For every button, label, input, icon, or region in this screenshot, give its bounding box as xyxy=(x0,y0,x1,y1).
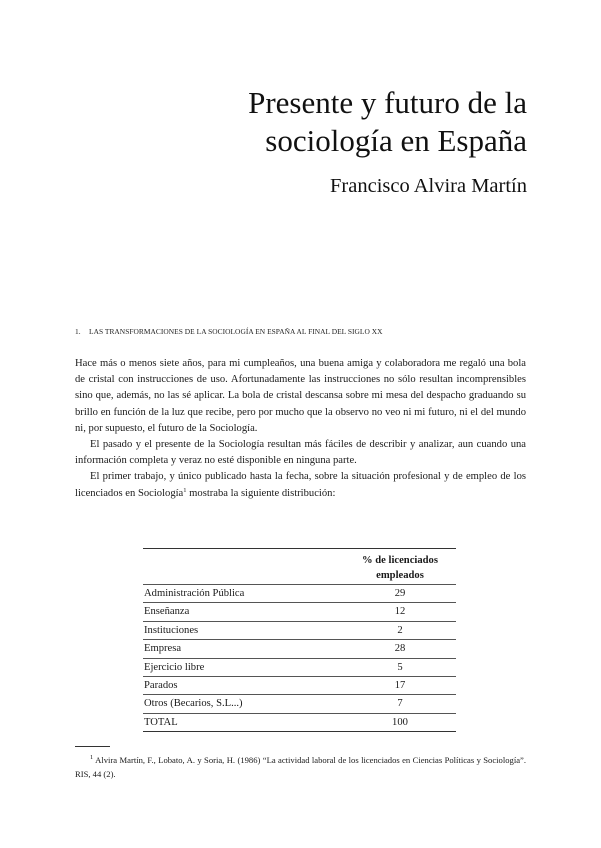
table-row xyxy=(143,640,456,658)
article-title-line-1: Presente y futuro de la xyxy=(248,85,527,120)
footnote-separator xyxy=(75,746,110,747)
table-row xyxy=(143,695,456,713)
table-row-value: 12 xyxy=(344,603,456,621)
table-row-label: Instituciones xyxy=(143,621,344,639)
paragraph-1: Hace más o menos siete años, para mi cumpleaños, una buena amiga y colaboradora me regaló una bola de cristal con instrucciones de uso. Afortunadamente las instrucciones no sólo resultan incomprensibles sino que, además, no las sé aplicar. La bola de cristal descansa sobre mi mesa del despacho graduando su brillo en función de la luz que recibe, pero por mucho que la observo no veo ni mi futuro, ni el del mundo ni, por supuesto, el futuro de la Sociología. xyxy=(75,358,526,434)
paragraph-3-tail: mostraba la siguiente distribución: xyxy=(186,487,336,499)
table-header-blank xyxy=(143,549,344,585)
table-row-label: Administración Pública xyxy=(143,585,344,603)
section-title: LAS TRANSFORMACIONES DE LA SOCIOLOGÍA EN ESPAÑA AL FINAL DEL SIGLO XX xyxy=(89,327,383,336)
paragraph-3 xyxy=(75,469,526,501)
table-row-value: 100 xyxy=(344,713,456,731)
table-row xyxy=(143,603,456,621)
footnote-text: Alvira Martín, F., Lobato, A. y Soria, H. (1986) “La actividad laboral de los licenciados en Ciencias Políticas y Sociología”. RIS, 44 (2). xyxy=(75,755,526,779)
paragraph-3-text: El primer trabajo, y único publicado hasta la fecha, sobre la situación profesional y de empleo de los licenciados en Sociología xyxy=(75,471,526,499)
table-row xyxy=(143,713,456,731)
table-header-percent xyxy=(344,549,456,585)
article-title xyxy=(248,84,527,160)
table-row-label: Enseñanza xyxy=(143,603,344,621)
table-row-value: 29 xyxy=(344,585,456,603)
table-row-value: 2 xyxy=(344,621,456,639)
footnote xyxy=(75,754,526,781)
table-row xyxy=(143,621,456,639)
table-body xyxy=(143,585,456,732)
author-name: Francisco Alvira Martín xyxy=(330,175,527,197)
section-number: 1. xyxy=(75,327,81,336)
table-row-label: Empresa xyxy=(143,640,344,658)
section-heading xyxy=(75,327,535,336)
table-row xyxy=(143,658,456,676)
table-head xyxy=(143,549,456,585)
footnote-mark: 1 xyxy=(90,754,94,761)
footnote-reference: 1 xyxy=(183,486,187,494)
table-row-value: 28 xyxy=(344,640,456,658)
table-row-label: Parados xyxy=(143,677,344,695)
paragraph-2: El pasado y el presente de la Sociología resultan más fáciles de describir y analizar, aun cuando una información completa y veraz no esté disponible en ninguna parte. xyxy=(75,439,526,467)
table-row-label: TOTAL xyxy=(143,713,344,731)
table-row-value: 5 xyxy=(344,658,456,676)
body-text xyxy=(75,356,526,502)
table-row-value: 17 xyxy=(344,677,456,695)
employment-distribution-table xyxy=(143,548,456,732)
table-row-label: Ejercicio libre xyxy=(143,658,344,676)
table-row xyxy=(143,677,456,695)
table-header-line-1: % de licenciados xyxy=(362,555,438,566)
table-row-value: 7 xyxy=(344,695,456,713)
table-header-line-2: empleados xyxy=(376,570,424,581)
table-header-row xyxy=(143,549,456,585)
table-row-label: Otros (Becarios, S.L...) xyxy=(143,695,344,713)
article-title-line-2: sociología en España xyxy=(265,123,527,158)
table-row xyxy=(143,585,456,603)
